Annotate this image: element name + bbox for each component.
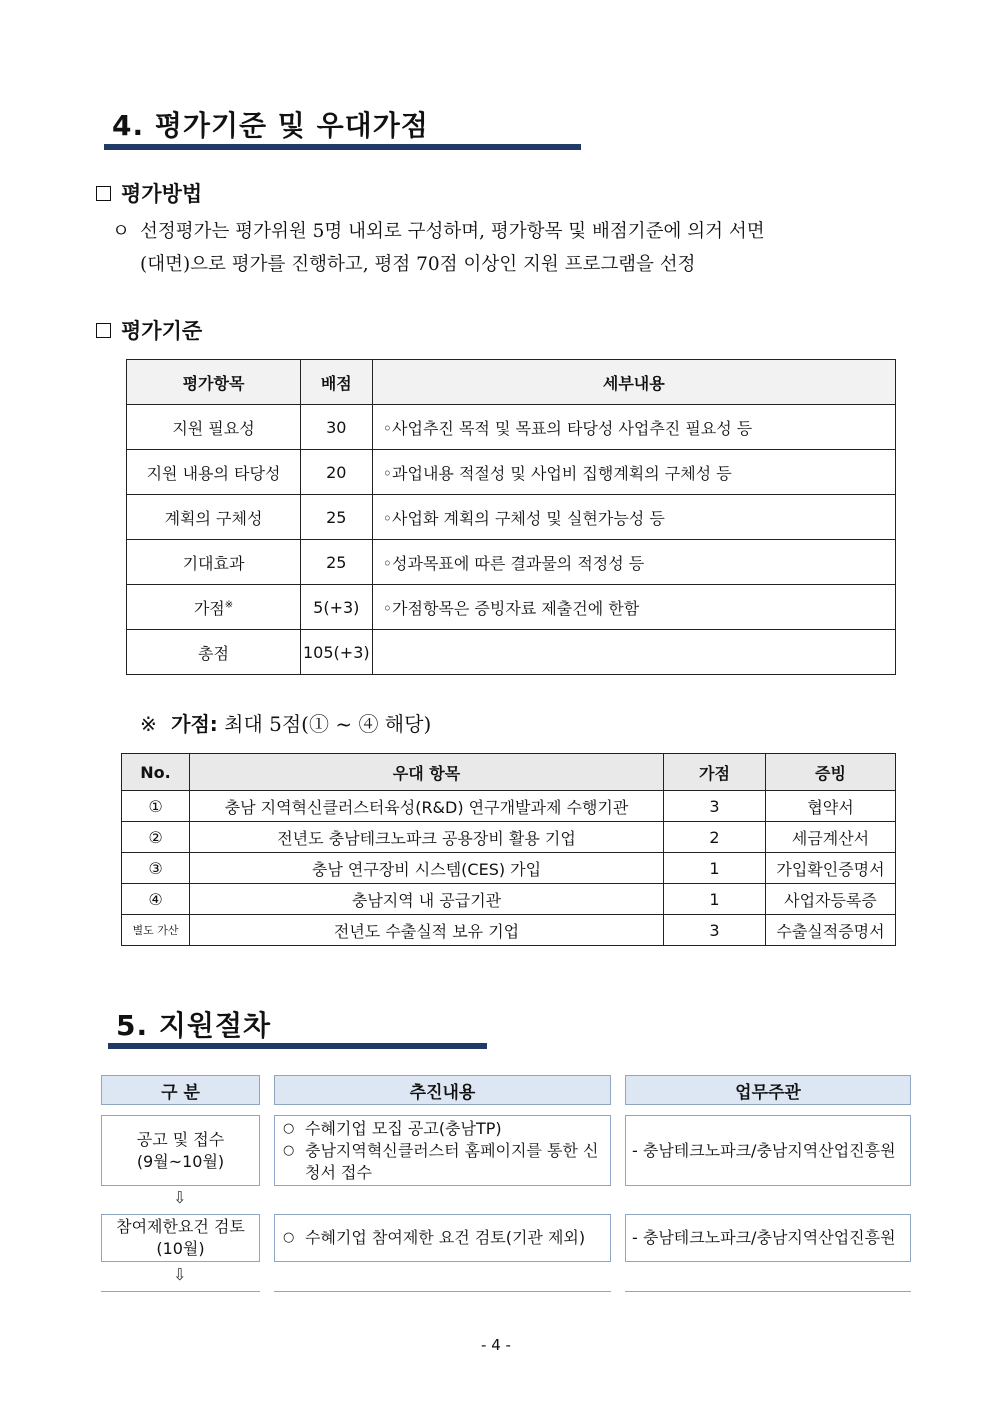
list-item: ○ 수혜기업 모집 공고(충남TP) bbox=[283, 1118, 604, 1140]
criteria-item: 계획의 구체성 bbox=[127, 495, 301, 540]
bonus-no: 별도 가산 bbox=[122, 915, 190, 946]
criteria-detail: ◦사업추진 목적 및 목표의 타당성 사업추진 필요성 등 bbox=[372, 405, 895, 450]
table-row bbox=[127, 450, 896, 495]
criteria-item: 지원 필요성 bbox=[127, 405, 301, 450]
flow-stage-period: (9월~10월) bbox=[136, 1151, 225, 1171]
list-item: ○ 충남지역혁신클러스터 홈페이지를 통한 신청서 접수 bbox=[283, 1140, 604, 1184]
note-mark: ※ bbox=[224, 599, 234, 611]
square-bullet-icon bbox=[96, 323, 111, 338]
criteria-heading-text: 평가기준 bbox=[121, 319, 203, 343]
flow-content-list bbox=[283, 1227, 585, 1249]
flow-content-box bbox=[274, 1214, 611, 1262]
bonus-note-text: 최대 5점(① ~ ④ 해당) bbox=[224, 712, 432, 736]
criteria-header-item: 평가항목 bbox=[127, 360, 301, 405]
criteria-heading bbox=[96, 315, 202, 345]
flow-content-box bbox=[274, 1115, 611, 1186]
criteria-detail bbox=[372, 630, 895, 675]
criteria-item: 총점 bbox=[127, 630, 301, 675]
flow-header-stage: 구 분 bbox=[101, 1075, 260, 1105]
criteria-header-row bbox=[127, 360, 896, 405]
method-text-line2: (대면)으로 평가를 진행하고, 평점 70점 이상인 지원 프로그램을 선정 bbox=[140, 254, 696, 275]
flow-owner-text: - 충남테크노파크/충남지역산업진흥원 bbox=[632, 1228, 896, 1247]
table-row bbox=[122, 791, 896, 822]
bonus-points: 1 bbox=[664, 853, 766, 884]
method-paragraph bbox=[112, 215, 912, 281]
criteria-detail: ◦과업내용 적절성 및 사업비 집행계획의 구체성 등 bbox=[372, 450, 895, 495]
circle-bullet-icon: ㅇ bbox=[112, 221, 130, 242]
table-row bbox=[122, 853, 896, 884]
table-row bbox=[122, 822, 896, 853]
bonus-points: 2 bbox=[664, 822, 766, 853]
flow-owner-text: - 충남테크노파크/충남지역산업진흥원 bbox=[632, 1140, 896, 1160]
flow-owner-box bbox=[625, 1214, 911, 1262]
bonus-item: 충남지역 내 공급기관 bbox=[190, 884, 664, 915]
flow-owner-box bbox=[625, 1115, 911, 1186]
bonus-no: ② bbox=[122, 822, 190, 853]
criteria-item: 지원 내용의 타당성 bbox=[127, 450, 301, 495]
bonus-note-label: 가점: bbox=[171, 712, 218, 736]
table-row bbox=[127, 585, 896, 630]
table-row bbox=[127, 405, 896, 450]
table-row bbox=[127, 495, 896, 540]
bonus-table bbox=[121, 753, 896, 946]
bonus-header-no: No. bbox=[122, 754, 190, 791]
flow-stage-name: 참여제한요건 검토 bbox=[116, 1217, 245, 1236]
criteria-item: 가점 bbox=[193, 598, 225, 618]
table-row bbox=[127, 630, 896, 675]
bonus-note bbox=[140, 708, 431, 737]
bonus-points: 1 bbox=[664, 884, 766, 915]
table-row bbox=[127, 540, 896, 585]
down-arrow-icon: ⇩ bbox=[173, 1188, 187, 1207]
bonus-no: ④ bbox=[122, 884, 190, 915]
bonus-header-row bbox=[122, 754, 896, 791]
criteria-score: 25 bbox=[301, 540, 373, 585]
flow-next-row-edge bbox=[274, 1291, 611, 1292]
bonus-proof: 세금계산서 bbox=[766, 822, 896, 853]
list-item: ○ 수혜기업 참여제한 요건 검토(기관 제외) bbox=[283, 1227, 585, 1249]
bonus-points: 3 bbox=[664, 915, 766, 946]
criteria-score: 30 bbox=[301, 405, 373, 450]
method-heading-text: 평가방법 bbox=[121, 182, 203, 206]
table-row bbox=[122, 884, 896, 915]
flow-stage-box bbox=[101, 1115, 260, 1186]
method-heading bbox=[96, 178, 202, 208]
flow-content-list bbox=[283, 1118, 604, 1184]
bonus-header-points: 가점 bbox=[664, 754, 766, 791]
criteria-score: 25 bbox=[301, 495, 373, 540]
bonus-item: 충남 지역혁신클러스터육성(R&D) 연구개발과제 수행기관 bbox=[190, 791, 664, 822]
flow-stage-period: (10월) bbox=[156, 1239, 205, 1258]
flow-stage-name: 공고 및 접수 bbox=[136, 1129, 225, 1149]
bonus-no: ③ bbox=[122, 853, 190, 884]
bonus-proof: 가입확인증명서 bbox=[766, 853, 896, 884]
criteria-item: 기대효과 bbox=[127, 540, 301, 585]
bonus-header-item: 우대 항목 bbox=[190, 754, 664, 791]
flow-header-owner: 업무주관 bbox=[625, 1075, 911, 1105]
bonus-proof: 사업자등록증 bbox=[766, 884, 896, 915]
section4-title-underline bbox=[104, 144, 581, 150]
page-number: - 4 - bbox=[481, 1336, 511, 1354]
table-row bbox=[122, 915, 896, 946]
square-bullet-icon bbox=[96, 186, 111, 201]
bonus-proof: 수출실적증명서 bbox=[766, 915, 896, 946]
down-arrow-icon: ⇩ bbox=[173, 1265, 187, 1284]
criteria-score: 5(+3) bbox=[301, 585, 373, 630]
section5-title: 5. 지원절차 bbox=[116, 1009, 272, 1042]
bonus-proof: 협약서 bbox=[766, 791, 896, 822]
criteria-score: 20 bbox=[301, 450, 373, 495]
flow-stage-box bbox=[101, 1214, 260, 1262]
method-text-line1: 선정평가는 평가위원 5명 내외로 구성하며, 평가항목 및 배점기준에 의거 서면 bbox=[140, 221, 765, 242]
criteria-table bbox=[126, 359, 896, 675]
bonus-points: 3 bbox=[664, 791, 766, 822]
bonus-item: 충남 연구장비 시스템(CES) 가입 bbox=[190, 853, 664, 884]
flow-next-row-edge bbox=[625, 1291, 911, 1292]
criteria-detail: ◦가점항목은 증빙자료 제출건에 한함 bbox=[372, 585, 895, 630]
bonus-header-proof: 증빙 bbox=[766, 754, 896, 791]
criteria-item-cell bbox=[127, 585, 301, 630]
bonus-no: ① bbox=[122, 791, 190, 822]
criteria-detail: ◦사업화 계획의 구체성 및 실현가능성 등 bbox=[372, 495, 895, 540]
criteria-header-detail: 세부내용 bbox=[372, 360, 895, 405]
flow-header-content: 추진내용 bbox=[274, 1075, 611, 1105]
note-mark: ※ bbox=[140, 712, 157, 736]
bonus-item: 전년도 충남테크노파크 공용장비 활용 기업 bbox=[190, 822, 664, 853]
criteria-score: 105(+3) bbox=[301, 630, 373, 675]
bonus-item: 전년도 수출실적 보유 기업 bbox=[190, 915, 664, 946]
criteria-header-score: 배점 bbox=[301, 360, 373, 405]
criteria-detail: ◦성과목표에 따른 결과물의 적정성 등 bbox=[372, 540, 895, 585]
section5-title-underline bbox=[108, 1043, 487, 1049]
flow-next-row-edge bbox=[101, 1291, 260, 1292]
section4-title: 4. 평가기준 및 우대가점 bbox=[112, 109, 429, 142]
